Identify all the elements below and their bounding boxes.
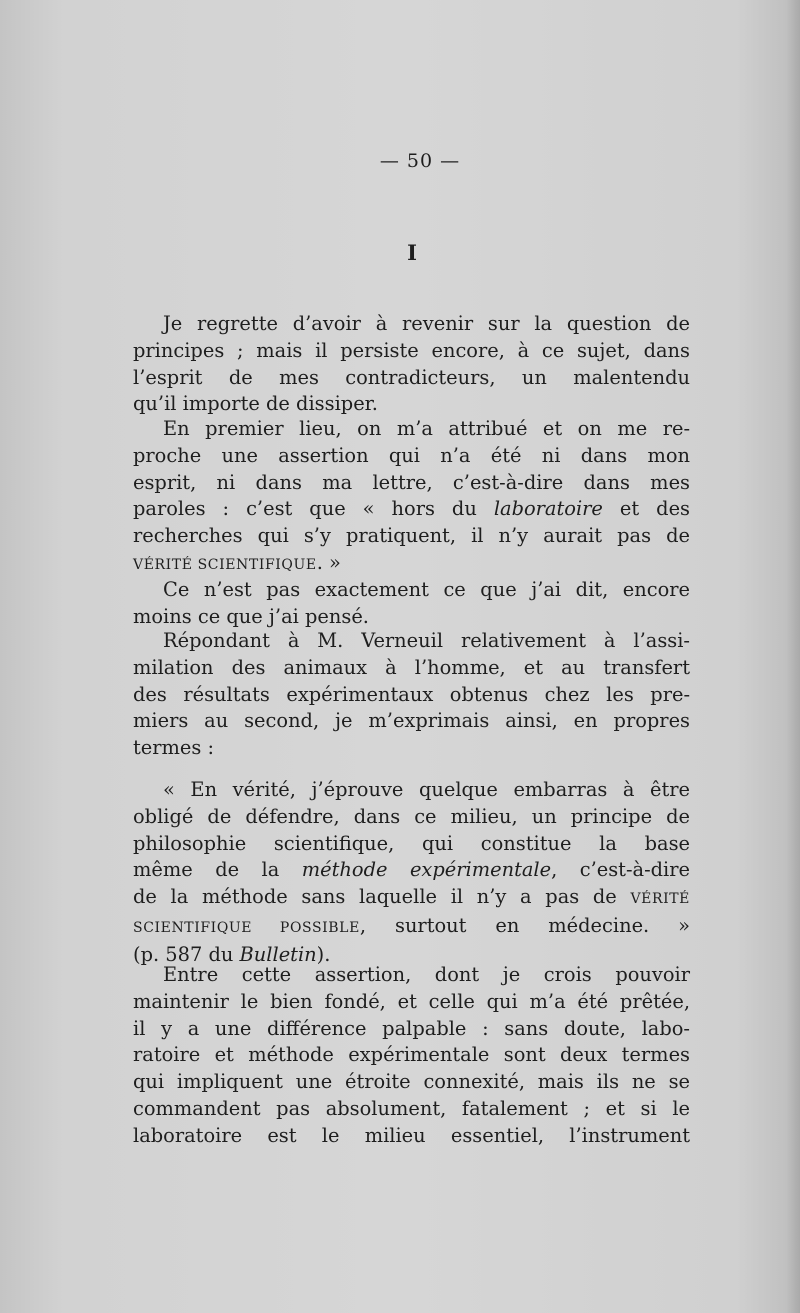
text-line: Ce n’est pas exactement ce que j’ai dit, encore	[163, 578, 690, 601]
text-segment: de la méthode sans laquelle il n’y a pas de	[133, 885, 631, 909]
paragraph-1	[133, 311, 690, 418]
text-line: commandent pas absolument, fatalement ; et si le	[133, 1096, 690, 1120]
text-segment: (p. 587 du	[133, 942, 240, 966]
text-line: l’esprit de mes contradicteurs, un malentendu	[133, 365, 690, 389]
text-line	[133, 857, 690, 884]
paragraph-6	[133, 962, 690, 1150]
text-line: miers au second, je m’exprimais ainsi, en propres	[133, 709, 690, 733]
text-line: termes :	[133, 736, 215, 760]
text-line	[133, 913, 690, 942]
italic-term: méthode expérimentale	[301, 858, 552, 882]
text-line: laboratoire est le milieu essentiel, l’instrument	[133, 1123, 690, 1147]
text-line: des résultats expérimentaux obtenus chez les pre-	[133, 682, 690, 706]
paragraph-4	[133, 628, 690, 762]
small-caps-term: VÉRITÉ SCIENTIFIQUE	[133, 556, 317, 573]
italic-term: laboratoire	[493, 497, 603, 521]
text-segment: paroles : c’est que « hors du	[133, 497, 494, 521]
text-line: moins ce que j’ai pensé.	[133, 604, 369, 628]
text-segment: et des	[602, 497, 690, 521]
text-line: qu’il importe de dissiper.	[133, 392, 378, 416]
text-line: proche une assertion qui n’a été ni dans mon	[133, 443, 690, 467]
quotation-paragraph	[133, 777, 690, 969]
text-line: ratoire et méthode expérimentale sont deux termes	[133, 1043, 690, 1067]
text-line: Entre cette assertion, dont je crois pouvoir	[163, 963, 690, 986]
small-caps-term: VÉRITÉ	[630, 891, 690, 908]
page-edge-shadow	[786, 0, 800, 1313]
text-line: Je regrette d’avoir à revenir sur la question de	[163, 312, 690, 335]
text-line: « En vérité, j’éprouve quelque embarras à être	[163, 778, 690, 801]
text-segment: , surtout en médecine. »	[359, 913, 690, 937]
text-line: Répondant à M. Verneuil relativement à l’assi-	[163, 629, 690, 652]
text-segment: . »	[316, 550, 341, 574]
text-line	[133, 496, 690, 523]
text-line: milation des animaux à l’homme, et au transfert	[133, 655, 690, 679]
text-segment: , c’est-à-dire	[551, 858, 691, 882]
text-segment: même de la	[133, 858, 302, 882]
italic-term: Bulletin	[239, 942, 317, 966]
text-line: recherches qui s’y pratiquent, il n’y aurait pas de	[133, 524, 690, 548]
text-line: philosophie scientifique, qui constitue la base	[133, 831, 690, 855]
text-line	[133, 550, 690, 579]
page-number: — 50 —	[379, 150, 461, 172]
text-line: En premier lieu, on m’a attribué et on me re-	[163, 417, 690, 440]
text-line: principes ; mais il persiste encore, à ce sujet, dans	[133, 338, 690, 362]
section-heading: I	[407, 240, 417, 265]
text-line: esprit, ni dans ma lettre, c’est-à-dire dans mes	[133, 470, 690, 494]
paragraph-3	[133, 577, 690, 631]
paragraph-2	[133, 416, 690, 579]
text-line: qui impliquent une étroite connexité, mais ils ne se	[133, 1070, 690, 1094]
text-line: obligé de défendre, dans ce milieu, un principe de	[133, 804, 690, 828]
text-line: maintenir le bien fondé, et celle qui m’a été prêtée,	[133, 989, 690, 1013]
text-segment: ).	[316, 942, 331, 966]
text-line: il y a une différence palpable : sans doute, labo-	[133, 1016, 690, 1040]
text-line	[133, 884, 690, 913]
small-caps-term: SCIENTIFIQUE POSSIBLE	[133, 919, 360, 936]
